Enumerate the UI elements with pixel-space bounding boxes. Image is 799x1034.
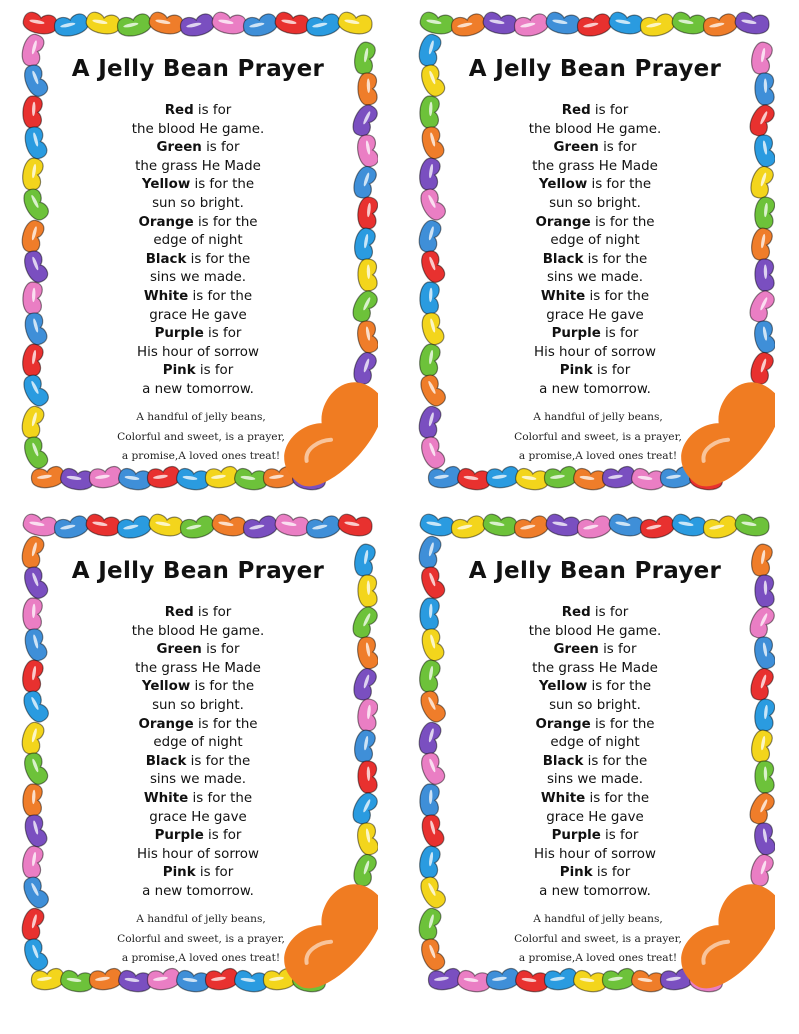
color-word: Pink bbox=[559, 363, 593, 379]
verse-text: is for bbox=[598, 642, 637, 658]
jelly-bean-icon bbox=[608, 513, 645, 538]
color-word: Orange bbox=[138, 716, 194, 732]
jelly-bean-icon bbox=[337, 11, 374, 36]
jelly-bean-icon bbox=[242, 514, 279, 540]
verse-text: is for bbox=[592, 363, 631, 379]
color-word: Yellow bbox=[538, 177, 588, 193]
jelly-bean-icon bbox=[53, 12, 90, 38]
verse-line bbox=[18, 325, 378, 344]
verse-text: the blood He game. bbox=[528, 623, 662, 639]
verse-line bbox=[18, 344, 378, 363]
jelly-bean-icon bbox=[639, 12, 676, 38]
color-word: Red bbox=[164, 605, 194, 620]
verse-text: His hour of sorrow bbox=[534, 846, 656, 862]
verse-line bbox=[18, 158, 378, 177]
verse-line bbox=[18, 883, 378, 902]
verse-text: is for the bbox=[590, 214, 655, 230]
verse-text: is for bbox=[201, 140, 240, 156]
jelly-bean-icon bbox=[22, 11, 59, 36]
color-word: White bbox=[143, 288, 189, 304]
closing-line: Colorful and sweet, is a prayer, bbox=[117, 932, 285, 945]
jelly-bean-icon bbox=[116, 12, 153, 38]
color-word: Orange bbox=[138, 214, 194, 230]
verse-text: grace He gave bbox=[546, 307, 644, 323]
verse-text: the grass He Made bbox=[135, 660, 261, 676]
verse-text: is for bbox=[201, 642, 240, 658]
jelly-bean-icon bbox=[734, 513, 771, 538]
closing-line: a promise,A loved ones treat! bbox=[121, 450, 281, 462]
jelly-bean-icon bbox=[179, 12, 216, 38]
verse-line bbox=[415, 697, 775, 716]
verse-text: sins we made. bbox=[149, 270, 247, 286]
verse-text: is for bbox=[195, 363, 234, 379]
verse-line bbox=[415, 641, 775, 660]
verse-line bbox=[415, 232, 775, 251]
verse-text: is for the bbox=[190, 679, 255, 695]
verse-text: is for the bbox=[193, 716, 258, 732]
color-word: Red bbox=[561, 103, 591, 118]
jelly-bean-icon bbox=[419, 513, 456, 538]
verse-line bbox=[18, 102, 378, 121]
prayer-card bbox=[18, 510, 378, 998]
verse-line bbox=[18, 604, 378, 623]
jelly-bean-icon bbox=[116, 514, 153, 540]
jelly-bean-icon bbox=[702, 514, 739, 540]
jelly-bean-icon bbox=[734, 11, 771, 36]
verse-text: a new tomorrow. bbox=[142, 381, 254, 397]
verse-text: is for the bbox=[587, 177, 652, 193]
jelly-bean-icon bbox=[337, 513, 374, 538]
verse-line bbox=[415, 344, 775, 363]
verse-text: is for bbox=[195, 865, 234, 881]
verse-text: is for the bbox=[585, 790, 650, 806]
closing-line: a promise,A loved ones treat! bbox=[518, 952, 678, 964]
jelly-bean-icon bbox=[85, 11, 122, 36]
card-title: A Jelly Bean Prayer bbox=[468, 56, 722, 82]
jelly-bean-icon bbox=[416, 906, 443, 942]
verse-text: the grass He Made bbox=[532, 660, 658, 676]
verse-line bbox=[18, 288, 378, 307]
verse-line bbox=[415, 883, 775, 902]
color-word: Yellow bbox=[141, 679, 191, 695]
verse-text: is for bbox=[590, 605, 629, 620]
color-word: Pink bbox=[559, 865, 593, 881]
color-word: Yellow bbox=[538, 679, 588, 695]
verse-text: grace He gave bbox=[546, 809, 644, 825]
verse-text: His hour of sorrow bbox=[137, 846, 259, 862]
verse-text: sins we made. bbox=[546, 270, 644, 286]
closing-rhyme bbox=[503, 910, 693, 969]
verse-line bbox=[415, 846, 775, 865]
prayer-verse bbox=[18, 604, 378, 902]
verse-line bbox=[18, 716, 378, 735]
jelly-bean-icon bbox=[671, 11, 708, 36]
verse-line bbox=[18, 232, 378, 251]
color-word: Red bbox=[164, 103, 194, 118]
verse-text: the blood He game. bbox=[528, 121, 662, 137]
verse-line bbox=[415, 809, 775, 828]
closing-rhyme bbox=[106, 910, 296, 969]
verse-line bbox=[18, 269, 378, 288]
verse-line bbox=[18, 623, 378, 642]
prayer-verse bbox=[18, 102, 378, 400]
verse-line bbox=[18, 771, 378, 790]
verse-line bbox=[415, 307, 775, 326]
verse-text: is for bbox=[600, 828, 639, 844]
prayer-verse bbox=[415, 102, 775, 400]
verse-line bbox=[415, 139, 775, 158]
verse-text: is for bbox=[598, 140, 637, 156]
color-word: Orange bbox=[535, 214, 591, 230]
jelly-bean-icon bbox=[19, 404, 46, 440]
verse-text: is for bbox=[203, 828, 242, 844]
jelly-bean-icon bbox=[305, 12, 342, 38]
verse-line bbox=[415, 195, 775, 214]
closing-line: A handful of jelly beans, bbox=[136, 411, 266, 423]
color-word: Green bbox=[553, 140, 599, 156]
prayer-card bbox=[415, 8, 775, 496]
jelly-bean-icon bbox=[21, 937, 50, 974]
verse-text: the grass He Made bbox=[135, 158, 261, 174]
verse-line bbox=[415, 716, 775, 735]
verse-line bbox=[415, 269, 775, 288]
verse-line bbox=[18, 139, 378, 158]
jelly-bean-icon bbox=[482, 513, 519, 538]
verse-text: sun so bright. bbox=[549, 697, 641, 713]
jelly-bean-icon bbox=[608, 11, 645, 36]
verse-line bbox=[18, 641, 378, 660]
verse-text: is for the bbox=[193, 214, 258, 230]
card-title: A Jelly Bean Prayer bbox=[468, 558, 722, 584]
verse-text: sun so bright. bbox=[152, 195, 244, 211]
verse-line bbox=[415, 660, 775, 679]
verse-line bbox=[415, 623, 775, 642]
jelly-bean-icon bbox=[274, 513, 311, 538]
verse-line bbox=[415, 121, 775, 140]
jelly-bean-icon bbox=[482, 11, 519, 36]
verse-text: grace He gave bbox=[149, 307, 247, 323]
verse-text: edge of night bbox=[153, 233, 243, 249]
verse-line bbox=[18, 381, 378, 400]
verse-text: grace He gave bbox=[149, 809, 247, 825]
verse-text: is for bbox=[203, 326, 242, 342]
verse-line bbox=[18, 214, 378, 233]
verse-text: edge of night bbox=[550, 735, 640, 751]
closing-line: A handful of jelly beans, bbox=[533, 913, 663, 925]
jelly-bean-icon bbox=[639, 514, 676, 540]
color-word: Purple bbox=[551, 326, 601, 342]
verse-text: is for the bbox=[587, 679, 652, 695]
verse-text: edge of night bbox=[153, 735, 243, 751]
verse-text: is for the bbox=[190, 177, 255, 193]
verse-line bbox=[415, 158, 775, 177]
verse-text: is for the bbox=[188, 790, 253, 806]
jelly-bean-icon bbox=[53, 514, 90, 540]
verse-line bbox=[18, 753, 378, 772]
verse-text: sins we made. bbox=[149, 772, 247, 788]
jelly-bean-icon bbox=[418, 937, 447, 974]
verse-line bbox=[415, 771, 775, 790]
jelly-bean-icon bbox=[513, 12, 550, 38]
verse-text: His hour of sorrow bbox=[137, 344, 259, 360]
color-word: Green bbox=[553, 642, 599, 658]
color-word: Black bbox=[145, 753, 187, 769]
verse-text: is for bbox=[592, 865, 631, 881]
verse-line bbox=[18, 846, 378, 865]
color-word: Purple bbox=[154, 828, 204, 844]
verse-text: sun so bright. bbox=[152, 697, 244, 713]
jelly-bean-icon bbox=[179, 514, 216, 540]
verse-text: is for bbox=[590, 103, 629, 118]
verse-line bbox=[18, 809, 378, 828]
verse-line bbox=[18, 678, 378, 697]
color-word: White bbox=[540, 790, 586, 806]
verse-line bbox=[415, 753, 775, 772]
prayer-card bbox=[18, 8, 378, 496]
color-word: Pink bbox=[162, 865, 196, 881]
jelly-bean-icon bbox=[671, 513, 708, 538]
color-word: White bbox=[540, 288, 586, 304]
verse-line bbox=[18, 827, 378, 846]
color-word: Black bbox=[542, 753, 584, 769]
jelly-bean-icon bbox=[450, 12, 487, 38]
verse-line bbox=[415, 864, 775, 883]
color-word: Pink bbox=[162, 363, 196, 379]
color-word: Black bbox=[542, 251, 584, 267]
color-word: Orange bbox=[535, 716, 591, 732]
closing-line: Colorful and sweet, is a prayer, bbox=[514, 932, 682, 945]
jelly-bean-icon bbox=[416, 404, 443, 440]
verse-text: the blood He game. bbox=[131, 623, 265, 639]
verse-line bbox=[415, 102, 775, 121]
verse-text: the grass He Made bbox=[532, 158, 658, 174]
verse-text: the blood He game. bbox=[131, 121, 265, 137]
verse-line bbox=[415, 604, 775, 623]
color-word: Red bbox=[561, 605, 591, 620]
verse-text: a new tomorrow. bbox=[142, 883, 254, 899]
verse-text: His hour of sorrow bbox=[534, 344, 656, 360]
closing-line: A handful of jelly beans, bbox=[533, 411, 663, 423]
verse-text: sins we made. bbox=[546, 772, 644, 788]
verse-text: is for the bbox=[583, 251, 648, 267]
jelly-bean-icon bbox=[576, 514, 613, 540]
verse-text: edge of night bbox=[550, 233, 640, 249]
verse-text: is for the bbox=[186, 251, 251, 267]
verse-text: is for the bbox=[585, 288, 650, 304]
jelly-bean-icon bbox=[242, 12, 279, 38]
verse-line bbox=[415, 176, 775, 195]
verse-line bbox=[18, 121, 378, 140]
color-word: Purple bbox=[154, 326, 204, 342]
verse-text: is for bbox=[193, 103, 232, 118]
verse-line bbox=[18, 734, 378, 753]
verse-text: is for the bbox=[590, 716, 655, 732]
verse-line bbox=[415, 362, 775, 381]
verse-line bbox=[18, 660, 378, 679]
jelly-bean-icon bbox=[148, 11, 185, 36]
verse-text: a new tomorrow. bbox=[539, 883, 651, 899]
jelly-bean-icon bbox=[211, 513, 248, 538]
closing-line: A handful of jelly beans, bbox=[136, 913, 266, 925]
jelly-bean-icon bbox=[545, 11, 582, 36]
verse-line bbox=[415, 325, 775, 344]
color-word: Yellow bbox=[141, 177, 191, 193]
closing-line: a promise,A loved ones treat! bbox=[121, 952, 281, 964]
jelly-bean-icon bbox=[576, 12, 613, 38]
verse-text: is for bbox=[193, 605, 232, 620]
card-title: A Jelly Bean Prayer bbox=[71, 56, 325, 82]
closing-rhyme bbox=[106, 408, 296, 467]
color-word: Green bbox=[156, 140, 202, 156]
jelly-bean-icon bbox=[148, 513, 185, 538]
verse-text: sun so bright. bbox=[549, 195, 641, 211]
jelly-bean-icon bbox=[702, 12, 739, 38]
prayer-card bbox=[415, 510, 775, 998]
color-word: Green bbox=[156, 642, 202, 658]
verse-line bbox=[18, 864, 378, 883]
jelly-bean-icon bbox=[513, 514, 550, 540]
color-word: Purple bbox=[551, 828, 601, 844]
verse-line bbox=[415, 214, 775, 233]
prayer-verse bbox=[415, 604, 775, 902]
verse-line bbox=[415, 381, 775, 400]
verse-line bbox=[18, 362, 378, 381]
verse-line bbox=[18, 176, 378, 195]
verse-text: is for the bbox=[583, 753, 648, 769]
verse-text: a new tomorrow. bbox=[539, 381, 651, 397]
closing-line: Colorful and sweet, is a prayer, bbox=[514, 430, 682, 443]
verse-text: is for the bbox=[186, 753, 251, 769]
jelly-bean-icon bbox=[419, 11, 456, 36]
verse-text: is for bbox=[600, 326, 639, 342]
jelly-bean-icon bbox=[22, 513, 59, 538]
verse-line bbox=[415, 288, 775, 307]
jelly-bean-icon bbox=[211, 11, 248, 36]
verse-line bbox=[18, 251, 378, 270]
closing-line: a promise,A loved ones treat! bbox=[518, 450, 678, 462]
verse-line bbox=[18, 790, 378, 809]
color-word: Black bbox=[145, 251, 187, 267]
jelly-bean-icon bbox=[305, 514, 342, 540]
closing-rhyme bbox=[503, 408, 693, 467]
jelly-bean-icon bbox=[274, 11, 311, 36]
verse-line bbox=[18, 307, 378, 326]
verse-text: is for the bbox=[188, 288, 253, 304]
verse-line bbox=[415, 827, 775, 846]
jelly-bean-icon bbox=[545, 513, 582, 538]
verse-line bbox=[415, 734, 775, 753]
verse-line bbox=[18, 195, 378, 214]
jelly-bean-icon bbox=[85, 513, 122, 538]
jelly-bean-icon bbox=[19, 906, 46, 942]
jelly-bean-icon bbox=[450, 514, 487, 540]
verse-line bbox=[18, 697, 378, 716]
verse-line bbox=[415, 251, 775, 270]
jelly-bean-icon bbox=[21, 435, 50, 472]
verse-line bbox=[415, 678, 775, 697]
closing-line: Colorful and sweet, is a prayer, bbox=[117, 430, 285, 443]
color-word: White bbox=[143, 790, 189, 806]
verse-line bbox=[415, 790, 775, 809]
jelly-bean-icon bbox=[418, 435, 447, 472]
card-title: A Jelly Bean Prayer bbox=[71, 558, 325, 584]
